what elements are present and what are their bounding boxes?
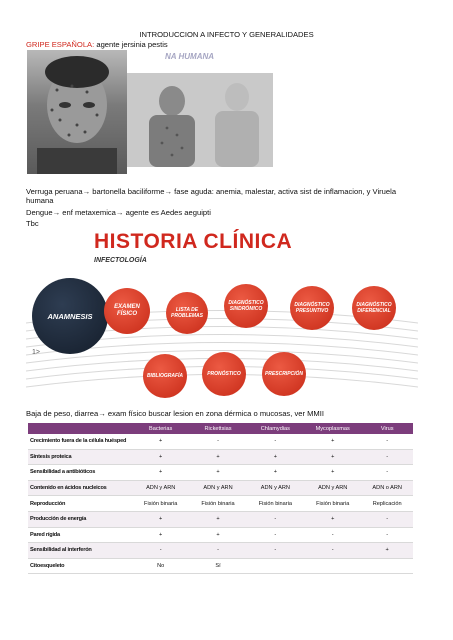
gripe-line xyxy=(26,40,168,49)
gripe-text: agente jersinia pestis xyxy=(94,40,168,49)
row-label: Citoesqueleto xyxy=(28,558,132,574)
table-cell: Fisión binaria xyxy=(189,496,246,512)
historia-clinica-figure xyxy=(26,228,418,400)
table-cell: + xyxy=(189,527,246,543)
table-cell: + xyxy=(132,527,189,543)
table-cell: + xyxy=(304,449,361,465)
dengue-line: Dengue→ enf metaxemica→ agente es Aedes aeguipti xyxy=(26,208,211,217)
table-header xyxy=(28,423,132,434)
table-cell: Fisión binaria xyxy=(247,496,304,512)
table-cell: - xyxy=(361,449,413,465)
table-row xyxy=(28,449,413,465)
table-cell: + xyxy=(304,434,361,449)
table-cell: - xyxy=(247,434,304,449)
table-row xyxy=(28,511,413,527)
table-cell: + xyxy=(132,434,189,449)
table-cell: + xyxy=(132,465,189,481)
bubble-prescripcion: PRESCRIPCIÓN xyxy=(262,352,306,396)
table-cell: No xyxy=(132,558,189,574)
historia-title: HISTORIA CLÍNICA xyxy=(94,230,293,253)
table-row xyxy=(28,480,413,496)
baja-peso-line: Baja de peso, diarrea→ exam físico buscar lesion en zona dérmica o mucosas, ver MMII xyxy=(26,409,324,418)
table-cell xyxy=(361,558,413,574)
verruga-line: Verruga peruana→ bartonella baciliforme→ fase aguda: anemia, malestar, activa sist de inflamacion, y Viruela xyxy=(26,187,397,196)
table-row xyxy=(28,434,413,449)
table-cell: ADN y ARN xyxy=(189,480,246,496)
table-header: Virus xyxy=(361,423,413,434)
table-cell: + xyxy=(247,465,304,481)
photo-smallpox-children xyxy=(127,73,273,167)
row-label: Sensibilidad al interferón xyxy=(28,543,132,559)
table-cell xyxy=(247,558,304,574)
table-cell: ADN y ARN xyxy=(247,480,304,496)
table-cell: - xyxy=(304,527,361,543)
figure-corner-mark: 1> xyxy=(32,349,40,356)
tbc-line: Tbc xyxy=(26,219,39,228)
table-cell xyxy=(304,558,361,574)
table-cell: + xyxy=(132,511,189,527)
row-label: Crecimiento fuera de la célula huésped xyxy=(28,434,132,449)
table-cell: ADN y ARN xyxy=(132,480,189,496)
table-cell: - xyxy=(247,543,304,559)
table-cell: Sí xyxy=(189,558,246,574)
bubble-diagnostico-sindromico: DIAGNÓSTICO SINDRÓMICO xyxy=(224,284,268,328)
table-row xyxy=(28,543,413,559)
anamnesis-circle: ANAMNESIS xyxy=(32,278,108,354)
document-title: INTRODUCCION A INFECTO Y GENERALIDADES xyxy=(139,30,314,39)
table-cell: - xyxy=(304,543,361,559)
table-cell: + xyxy=(361,543,413,559)
table-row xyxy=(28,496,413,512)
photo-watermark-text: NA HUMANA xyxy=(165,52,215,61)
table-cell: - xyxy=(361,465,413,481)
table-cell: - xyxy=(361,511,413,527)
table-row xyxy=(28,558,413,574)
bubble-lista-problemas: LISTA DE PROBLEMAS xyxy=(166,292,208,334)
table-header: Chlamydias xyxy=(247,423,304,434)
table-cell: ADN o ARN xyxy=(361,480,413,496)
table-cell: - xyxy=(361,434,413,449)
table-cell: Fisión binaria xyxy=(132,496,189,512)
row-label: Pared rígida xyxy=(28,527,132,543)
bubble-examen-fisico: EXAMEN FÍSICO xyxy=(104,288,150,334)
table-cell: - xyxy=(361,527,413,543)
table-cell: Replicación xyxy=(361,496,413,512)
verruga-line-cont: humana xyxy=(26,196,54,205)
table-row xyxy=(28,465,413,481)
table-row xyxy=(28,527,413,543)
table-cell: + xyxy=(247,449,304,465)
table-cell: + xyxy=(189,511,246,527)
table-cell: - xyxy=(189,543,246,559)
table-cell: - xyxy=(132,543,189,559)
historia-subtitle: INFECTOLOGÍA xyxy=(94,257,147,264)
table-cell: + xyxy=(304,511,361,527)
bubble-diagnostico-presuntivo: DIAGNÓSTICO PRESUNTIVO xyxy=(290,286,334,330)
table-cell: + xyxy=(304,465,361,481)
table-cell: - xyxy=(247,527,304,543)
table-header-row xyxy=(28,423,413,434)
table-cell: + xyxy=(189,449,246,465)
table-cell: Fisión binaria xyxy=(304,496,361,512)
table-cell: - xyxy=(189,434,246,449)
table-cell: + xyxy=(189,465,246,481)
row-label: Producción de energía xyxy=(28,511,132,527)
row-label: Contenido en ácidos nucleicos xyxy=(28,480,132,496)
bubble-diagnostico-diferencial: DIAGNÓSTICO DIFERENCIAL xyxy=(352,286,396,330)
table-cell: - xyxy=(247,511,304,527)
table-header: Rickettsias xyxy=(189,423,246,434)
row-label: Síntesis proteica xyxy=(28,449,132,465)
row-label: Sensibilidad a antibióticos xyxy=(28,465,132,481)
table-cell: + xyxy=(132,449,189,465)
photo-smallpox-face xyxy=(27,50,127,174)
microorganism-comparison-table xyxy=(28,423,413,574)
row-label: Reproducción xyxy=(28,496,132,512)
table-header: Mycoplasmas xyxy=(304,423,361,434)
gripe-label: GRIPE ESPAÑOLA: xyxy=(26,40,95,49)
bubble-bibliografia: BIBLIOGRAFÍA xyxy=(143,354,187,398)
table-header: Bacterias xyxy=(132,423,189,434)
table-cell: ADN y ARN xyxy=(304,480,361,496)
bubble-pronostico: PRONÓSTICO xyxy=(202,352,246,396)
